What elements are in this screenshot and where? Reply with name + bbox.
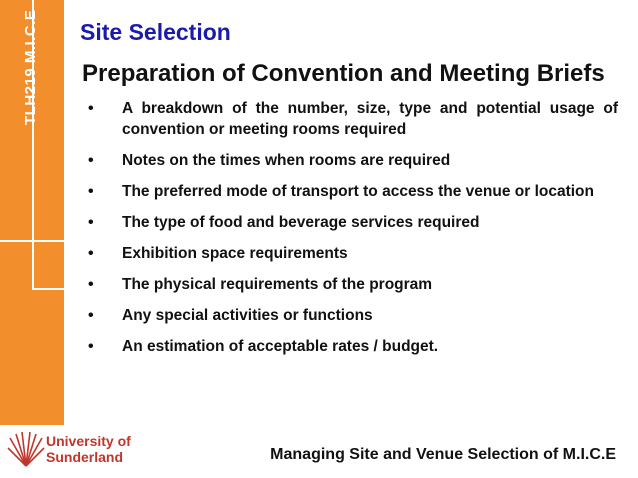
bullet-item — [88, 212, 618, 233]
bullet-item — [88, 336, 618, 357]
bullet-text: A breakdown of the number, size, type and potential usage of convention or meeting rooms required — [122, 100, 618, 138]
page-title: Preparation of Convention and Meeting Briefs — [82, 60, 605, 87]
bullet-item — [88, 98, 618, 140]
bullet-text: An estimation of acceptable rates / budget. — [122, 338, 439, 355]
footer-title: Managing Site and Venue Selection of M.I.C.E — [270, 446, 616, 463]
bullet-text: Any special activities or functions — [122, 307, 373, 324]
bullet-icon: • — [88, 307, 94, 324]
bullet-icon: • — [88, 276, 94, 293]
bullet-text: Notes on the times when rooms are required — [122, 152, 451, 169]
bullet-text: The preferred mode of transport to access the venue or location — [122, 183, 594, 200]
bullet-item — [88, 150, 618, 171]
bullet-icon: • — [88, 338, 94, 355]
bullet-list — [88, 98, 618, 367]
frame-line-horizontal-top — [0, 240, 66, 242]
frame-line-vertical-right — [64, 0, 66, 425]
frame-line-horizontal-bottom — [32, 288, 66, 290]
bullet-item — [88, 181, 618, 202]
bullet-icon: • — [88, 152, 94, 169]
course-code-label: TLH219 M.I.C.E — [22, 9, 39, 125]
bullet-item — [88, 243, 618, 264]
university-logo-icon — [6, 428, 46, 472]
bullet-item — [88, 305, 618, 326]
bullet-icon: • — [88, 245, 94, 262]
bullet-icon: • — [88, 214, 94, 231]
bullet-text: Exhibition space requirements — [122, 245, 348, 262]
bullet-text: The physical requirements of the program — [122, 276, 433, 293]
bullet-icon: • — [88, 100, 94, 117]
bullet-text: The type of food and beverage services required — [122, 214, 480, 231]
section-title: Site Selection — [80, 19, 231, 45]
logo-line-2: Sunderland — [46, 449, 124, 465]
logo-line-1: University of — [46, 433, 131, 449]
bullet-icon: • — [88, 183, 94, 200]
bullet-item — [88, 274, 618, 295]
university-logo-text — [46, 433, 131, 465]
